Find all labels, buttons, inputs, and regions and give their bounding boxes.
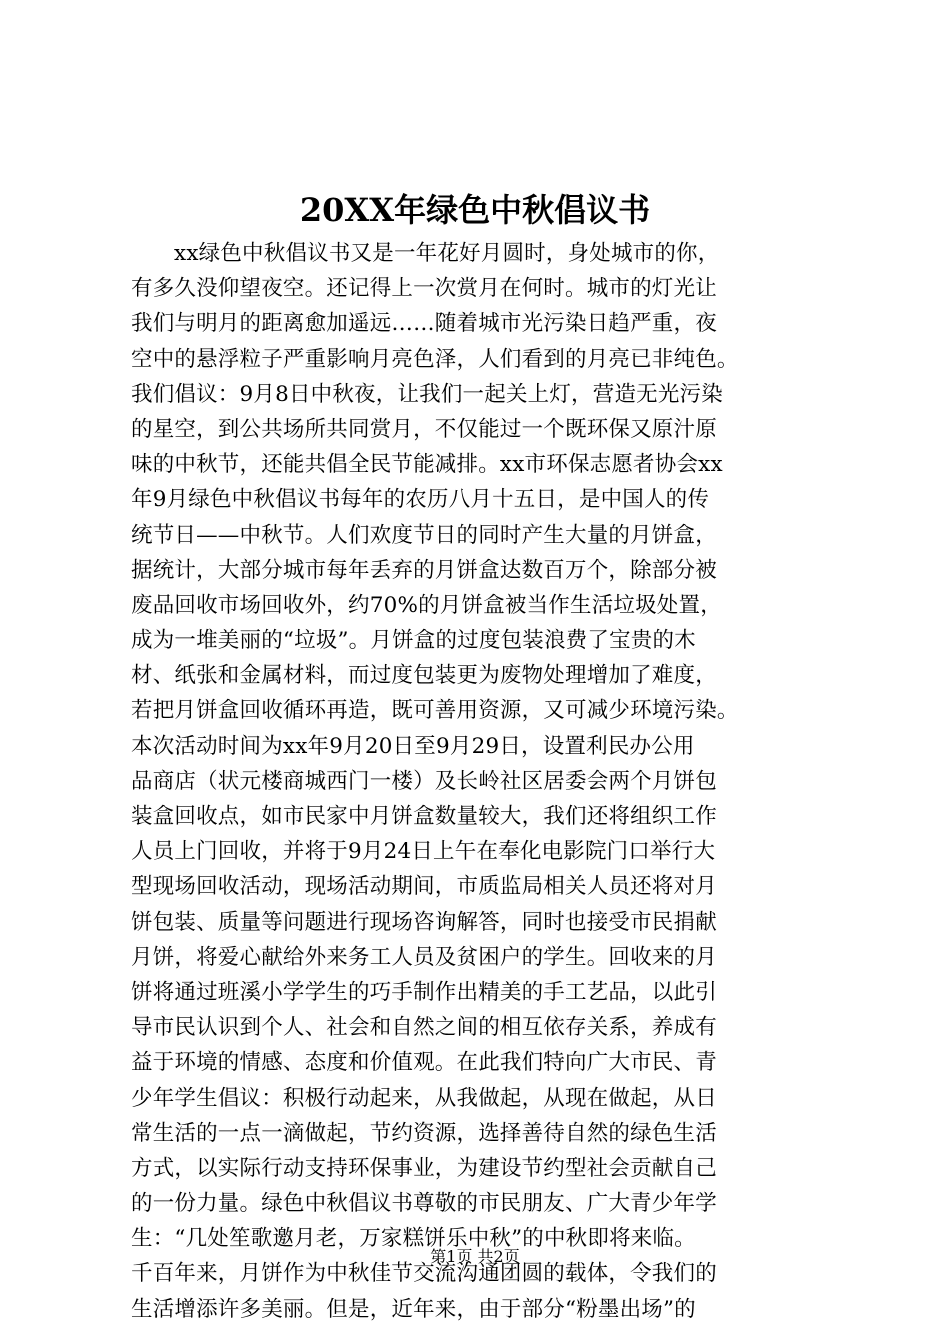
body-line: 品商店（状元楼商城西门一楼）及长岭社区居委会两个月饼包 xyxy=(131,768,717,794)
body-line: 益于环境的情感、态度和价值观。在此我们特向广大市民、青 xyxy=(131,1050,717,1076)
body-line: 有多久没仰望夜空。还记得上一次赏月在何时。城市的灯光让 xyxy=(131,276,717,302)
body-line: 空中的悬浮粒子严重影响月亮色泽，人们看到的月亮已非纯色。 xyxy=(131,346,739,372)
page-number-footer: 第1页 共2页 xyxy=(430,1247,520,1266)
body-line: 的一份力量。绿色中秋倡议书尊敬的市民朋友、广大青少年学 xyxy=(131,1191,717,1217)
body-line: xx绿色中秋倡议书又是一年花好月圆时，身处城市的你， xyxy=(174,241,720,266)
body-line: 成为一堆美丽的“垃圾”。月饼盒的过度包装浪费了宝贵的木 xyxy=(131,628,696,654)
body-line: 饼将通过班溪小学学生的巧手制作出精美的手工艺品，以此引 xyxy=(131,979,717,1005)
body-line: 味的中秋节，还能共倡全民节能减排。xx市环保志愿者协会xx xyxy=(131,452,723,478)
body-line: 型现场回收活动，现场活动期间，市质监局相关人员还将对月 xyxy=(131,874,717,900)
body-line: 统节日——中秋节。人们欢度节日的同时产生大量的月饼盒， xyxy=(131,522,717,548)
body-line: 我们倡议：9月8日中秋夜，让我们一起关上灯，营造无光污染 xyxy=(131,381,723,407)
body-line: 人员上门回收，并将于9月24日上午在奉化电影院门口举行大 xyxy=(131,839,716,865)
body-line: 本次活动时间为xx年9月20日至9月29日，设置利民办公用 xyxy=(131,733,695,759)
body-line: 装盒回收点，如市民家中月饼盒数量较大，我们还将组织工作 xyxy=(131,804,717,829)
body-line: 据统计，大部分城市每年丢弃的月饼盒达数百万个，除部分被 xyxy=(131,557,717,583)
body-line: 方式，以实际行动支持环保事业，为建设节约型社会贡献自己 xyxy=(131,1155,717,1181)
body-line: 材、纸张和金属材料，而过度包装更为废物处理增加了难度， xyxy=(131,663,717,689)
body-line: 月饼，将爱心献给外来务工人员及贫困户的学生。回收来的月 xyxy=(131,944,717,970)
document-body xyxy=(131,236,831,1327)
body-line: 常生活的一点一滴做起，节约资源，选择善待自然的绿色生活 xyxy=(131,1120,717,1146)
body-line: 导市民认识到个人、社会和自然之间的相互依存关系，养成有 xyxy=(131,1015,717,1041)
body-line: 若把月饼盒回收循环再造，既可善用资源，又可减少环境污染。 xyxy=(131,698,739,724)
body-line: 我们与明月的距离愈加遥远……随着城市光污染日趋严重，夜 xyxy=(131,311,717,337)
body-line: 年9月绿色中秋倡议书每年的农历八月十五日，是中国人的传 xyxy=(131,487,710,513)
body-line: 生：“几处笙歌邀月老，万家糕饼乐中秋”的中秋即将来临。 xyxy=(131,1226,696,1252)
body-line: 废品回收市场回收外，约70%的月饼盒被当作生活垃圾处置， xyxy=(131,592,722,618)
body-line: 千百年来，月饼作为中秋佳节交流沟通团圆的载体，令我们的 xyxy=(131,1261,717,1287)
body-line: 饼包装、质量等问题进行现场咨询解答，同时也接受市民捐献 xyxy=(131,909,717,935)
body-line: 生活增添许多美丽。但是，近年来，由于部分“粉墨出场”的 xyxy=(131,1296,696,1322)
body-line: 的星空，到公共场所共同赏月，不仅能过一个既环保又原汁原 xyxy=(131,416,717,442)
document-title: 20XX年绿色中秋倡议书 xyxy=(299,191,651,229)
body-line: 少年学生倡议：积极行动起来，从我做起，从现在做起，从日 xyxy=(131,1085,717,1111)
